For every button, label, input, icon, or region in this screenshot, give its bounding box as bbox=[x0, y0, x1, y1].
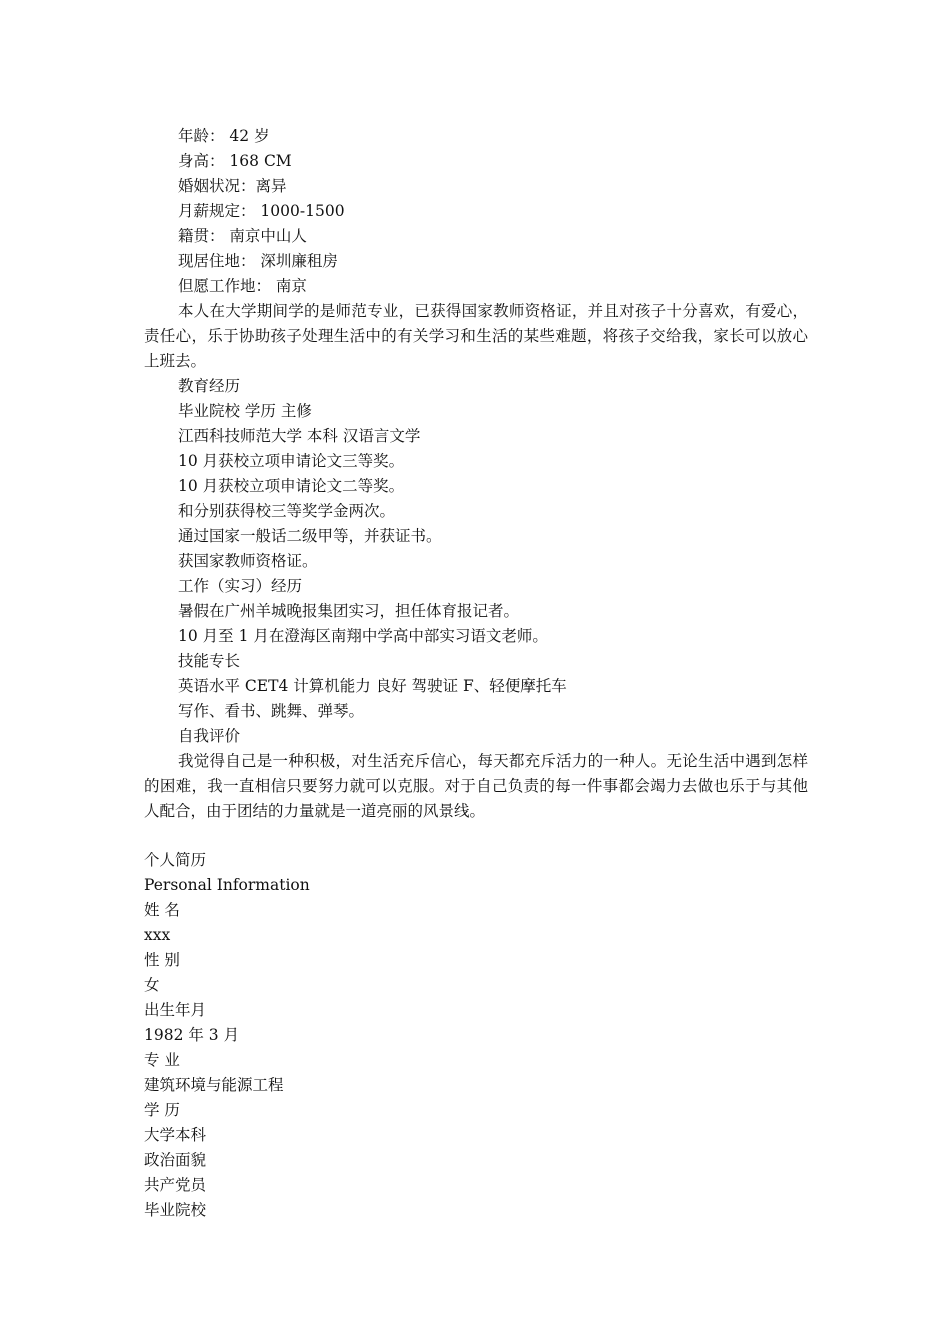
education-heading: 教育经历 bbox=[178, 377, 241, 395]
field-value-birth: 1982 年 3 月 bbox=[144, 1026, 240, 1044]
resume-title: 个人简历 bbox=[144, 851, 207, 869]
field-label-name: 姓 名 bbox=[144, 901, 180, 919]
education-item: 通过国家一般话二级甲等，并获证书。 bbox=[178, 527, 442, 545]
age-line: 年龄： 42 岁 bbox=[178, 127, 270, 145]
resume-subtitle: Personal Information bbox=[144, 876, 310, 894]
field-label-birth: 出生年月 bbox=[144, 1001, 207, 1019]
skills-item: 写作、看书、跳舞、弹琴。 bbox=[178, 702, 365, 720]
section-spacer bbox=[144, 824, 808, 848]
origin-line: 籍贯： 南京中山人 bbox=[178, 227, 307, 245]
field-value-gender: 女 bbox=[144, 976, 160, 994]
education-item: 获国家教师资格证。 bbox=[178, 552, 318, 570]
field-value-degree: 大学本科 bbox=[144, 1126, 207, 1144]
education-school-row: 江西科技师范大学 本科 汉语言文学 bbox=[178, 427, 421, 445]
field-label-school: 毕业院校 bbox=[144, 1201, 207, 1219]
work-heading: 工作（实习）经历 bbox=[178, 577, 303, 595]
field-value-major: 建筑环境与能源工程 bbox=[144, 1076, 284, 1094]
field-label-political: 政治面貌 bbox=[144, 1151, 207, 1169]
skills-item: 英语水平 CET4 计算机能力 良好 驾驶证 F、轻便摩托车 bbox=[178, 677, 567, 695]
field-label-gender: 性 别 bbox=[144, 951, 180, 969]
work-item: 暑假在广州羊城晚报集团实习，担任体育报记者。 bbox=[178, 602, 520, 620]
field-label-major: 专 业 bbox=[144, 1051, 180, 1069]
work-item: 10 月至 1 月在澄海区南翔中学高中部实习语文老师。 bbox=[178, 627, 548, 645]
self-eval-paragraph: 我觉得自己是一种积极，对生活充斥信心，每天都充斥活力的一种人。无论生活中遇到怎样的困难，我一直相信只要努力就可以克服。对于自己负责的每一件事都会竭力去做也乐于与其他人配合，由于团结的力量就是一道亮丽的风景线。 bbox=[144, 752, 808, 820]
work-location-line: 但愿工作地： 南京 bbox=[178, 277, 307, 295]
height-line: 身高： 168 CM bbox=[178, 152, 292, 170]
marital-status-line: 婚姻状况：离异 bbox=[178, 177, 287, 195]
document-page bbox=[144, 124, 808, 1223]
field-label-degree: 学 历 bbox=[144, 1101, 180, 1119]
self-eval-heading: 自我评价 bbox=[178, 727, 241, 745]
education-header-row: 毕业院校 学历 主修 bbox=[178, 402, 312, 420]
education-item: 和分别获得校三等奖学金两次。 bbox=[178, 502, 396, 520]
field-value-political: 共产党员 bbox=[144, 1176, 207, 1194]
field-value-name: xxx bbox=[144, 926, 171, 944]
salary-line: 月薪规定： 1000-1500 bbox=[178, 202, 345, 220]
intro-paragraph: 本人在大学期间学的是师范专业，已获得国家教师资格证，并且对孩子十分喜欢，有爱心，责任心，乐于协助孩子处理生活中的有关学习和生活的某些难题，将孩子交给我，家长可以放心上班去。 bbox=[144, 302, 808, 370]
skills-heading: 技能专长 bbox=[178, 652, 241, 670]
residence-line: 现居住地： 深圳廉租房 bbox=[178, 252, 338, 270]
education-item: 10 月获校立项申请论文三等奖。 bbox=[178, 452, 405, 470]
education-item: 10 月获校立项申请论文二等奖。 bbox=[178, 477, 405, 495]
